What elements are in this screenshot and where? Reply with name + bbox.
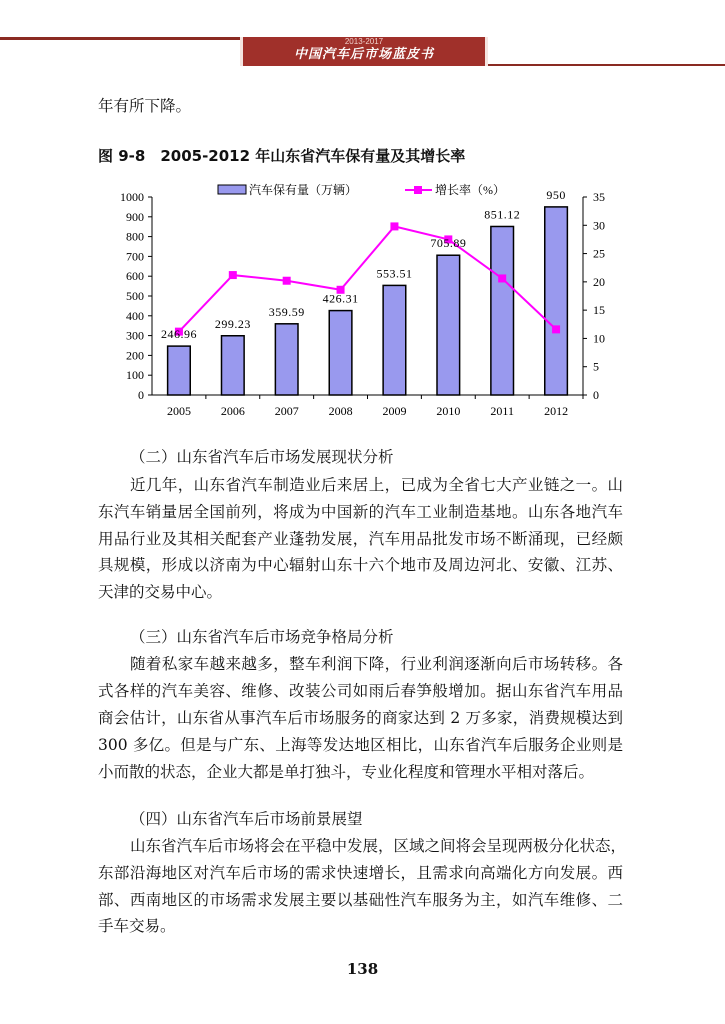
bar [221,336,244,395]
section-heading: （三）山东省汽车后市场竞争格局分析 [130,628,394,646]
bar-data-label: 299.23 [214,316,251,331]
left-tick-label: 300 [126,328,144,343]
right-tick-label: 20 [593,274,605,289]
header-book-title: 中国汽车后市场蓝皮书 [293,47,434,62]
paragraph-line: 随着私家车越来越多，整车利润下降，行业利润逐渐向后市场转移。各 [130,655,623,673]
bar-data-label: 553.51 [376,266,413,281]
section-heading: （四）山东省汽车后市场前景展望 [130,810,363,828]
left-tick-label: 600 [126,269,144,284]
bar-data-label: 950 [546,187,566,202]
paragraph-line: 部、西南地区的市场需求发展主要以基础性汽车服务为主，如汽车维修、二 [98,891,623,909]
right-tick-label: 5 [593,359,599,374]
paragraph-line: 东汽车销量居全国前列，将成为中国新的汽车工业制造基地。山东各地汽车 [98,503,623,521]
paragraph-line: 小而散的状态，企业大都是单打独斗，专业化程度和管理水平相对落后。 [98,763,595,781]
paragraph-line: 式各样的汽车美容、维修、改装公司如雨后春笋般增加。据山东省汽车用品 [98,682,623,700]
right-tick-label: 30 [593,218,605,233]
growth-rate-marker [390,222,398,230]
bar [168,346,191,395]
legend-line-label: 增长率（%） [435,183,505,197]
bar-data-label: 705.89 [430,236,467,251]
figure-caption: 图 9-8 2005-2012 年山东省汽车保有量及其增长率 [98,147,466,165]
paragraph-line: 300 多亿。但是与广东、上海等发达地区相比，山东省汽车后服务企业则是 [98,736,623,754]
page-number: 138 [346,960,379,978]
paragraph-line: 手车交易。 [98,917,176,935]
x-tick-label: 2008 [328,404,353,418]
bar [275,324,298,395]
left-tick-label: 100 [126,368,144,383]
left-tick-label: 500 [126,289,144,303]
growth-rate-marker [498,274,506,282]
paragraph-line: 商会估计，山东省从事汽车后市场服务的商家达到 2 万多家，消费规模达到 [98,709,623,727]
x-tick-label: 2010 [436,404,461,418]
bar-data-label: 426.31 [322,291,359,306]
paragraph-line: 山东省汽车后市场将会在平稳中发展，区域之间将会呈现两极分化状态， [130,837,627,855]
x-tick-label: 2012 [544,404,569,418]
growth-rate-marker [552,325,560,333]
bar-data-label: 851.12 [484,207,521,222]
paragraph-line: 具规模，形成以济南为中心辐射山东十六个地市及周边河北、安徽、江苏、 [98,556,623,574]
x-tick-label: 2009 [382,404,407,418]
legend-bar-swatch [218,185,246,194]
x-tick-label: 2005 [166,404,191,418]
bar-data-label: 246.96 [160,327,197,342]
paragraph-line: 用品行业及其相关配套产业蓬勃发展，汽车用品批发市场不断涌现，已经颇 [98,530,623,548]
bar [437,255,460,395]
x-tick-label: 2011 [490,404,514,418]
bar [383,285,406,395]
paragraph-line: 近几年，山东省汽车制造业后来居上，已成为全省七大产业链之一。山 [130,476,623,494]
left-tick-label: 400 [126,308,144,323]
right-tick-label: 35 [593,190,605,204]
right-tick-label: 15 [593,303,605,318]
bar [329,311,352,395]
right-tick-label: 25 [593,246,605,261]
x-tick-label: 2007 [274,404,299,418]
section-heading: （二）山东省汽车后市场发展现状分析 [130,448,394,466]
bar [545,207,568,395]
x-tick-label: 2006 [220,404,245,418]
growth-rate-marker [229,271,237,279]
left-tick-label: 900 [126,209,144,224]
left-tick-label: 1000 [120,190,144,204]
left-tick-label: 700 [126,249,144,264]
bar-data-label: 359.59 [268,304,305,319]
left-tick-label: 200 [126,348,144,363]
legend-line-marker [414,186,422,194]
intro-tail-text: 年有所下降。 [98,97,192,115]
left-tick-label: 800 [126,229,144,244]
left-tick-label: 0 [138,388,144,402]
header-year-range: 2013-2017 [344,37,384,46]
paragraph-line: 天津的交易中心。 [98,583,223,601]
growth-rate-marker [283,277,291,285]
right-tick-label: 0 [593,388,599,402]
legend-bar-label: 汽车保有量（万辆） [249,183,358,197]
bar [491,226,514,395]
chart [0,0,725,430]
right-tick-label: 10 [593,331,605,346]
paragraph-line: 东部沿海地区对汽车后市场的需求快速增长，且需求向高端化方向发展。西 [98,864,623,882]
